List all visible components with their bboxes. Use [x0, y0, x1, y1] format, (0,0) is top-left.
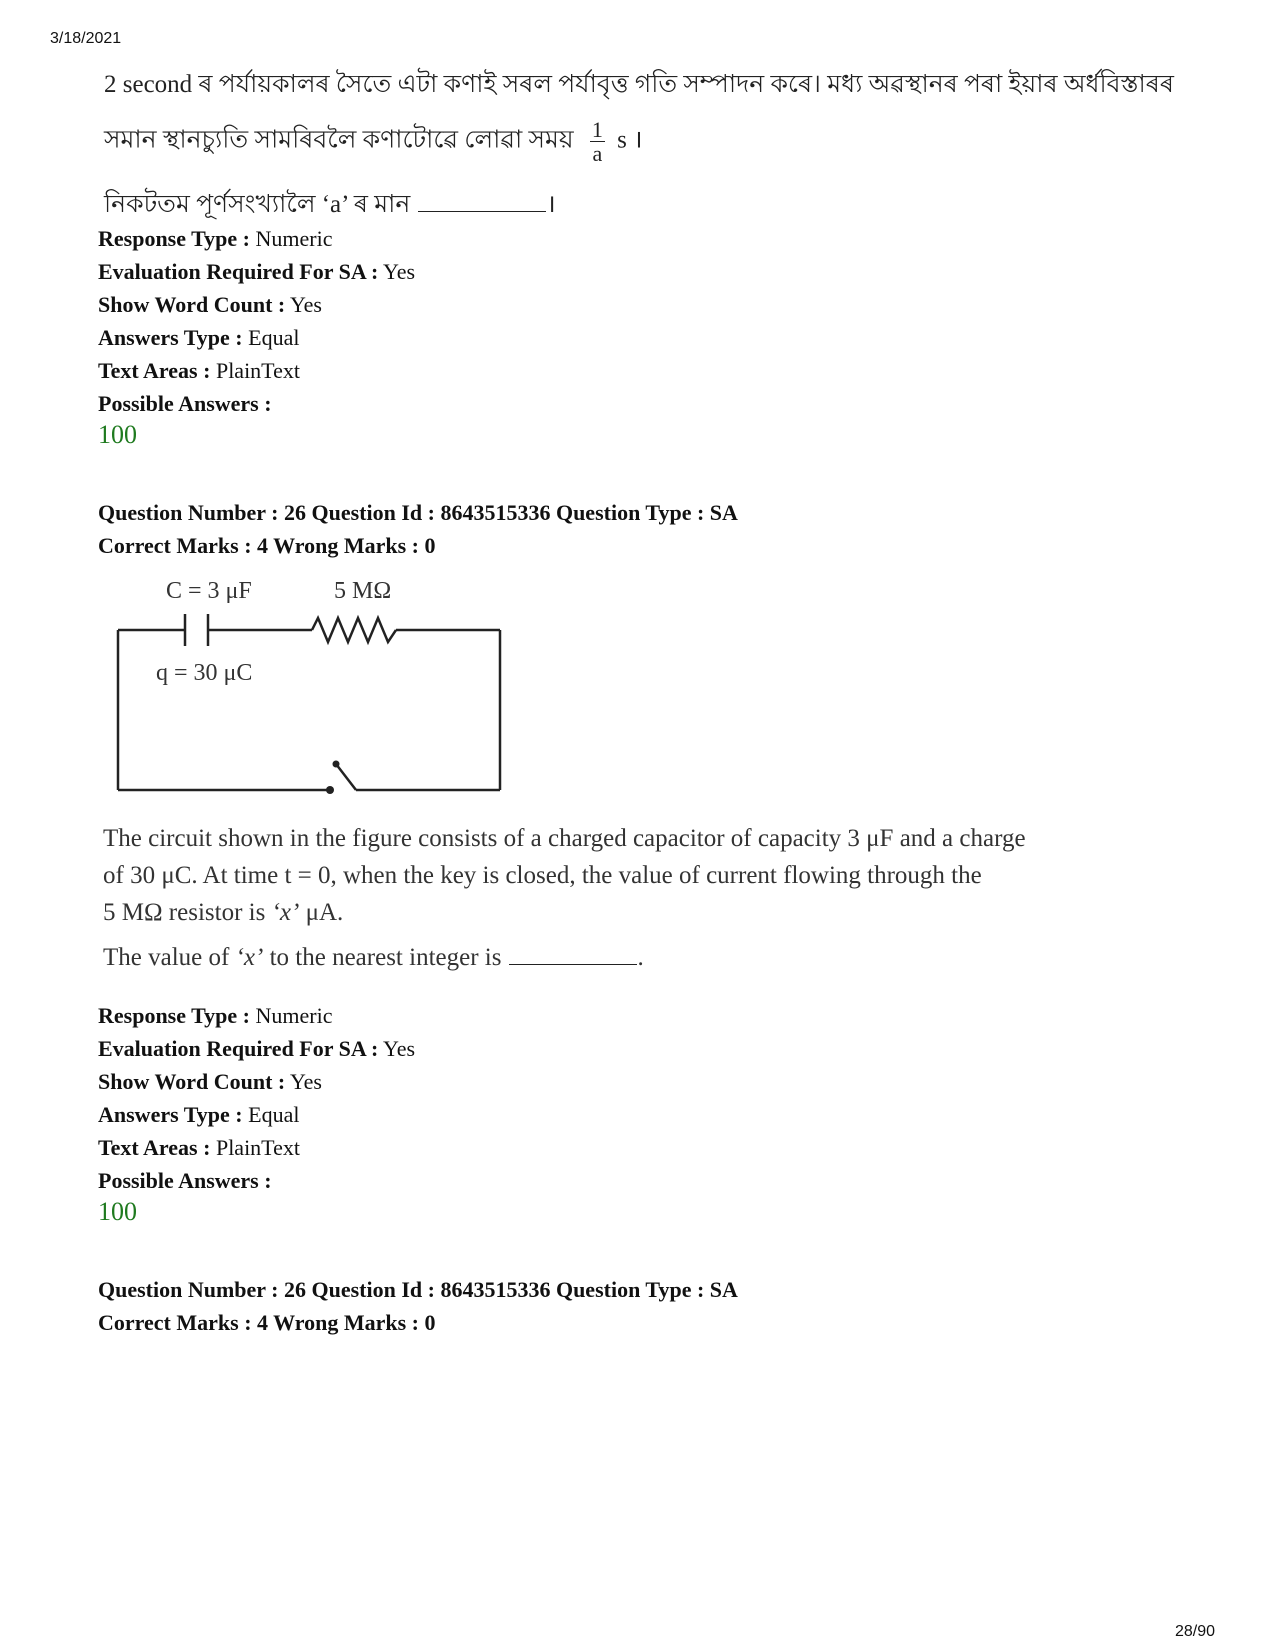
resistor-label: 5 MΩ: [334, 578, 392, 604]
print-date: 3/18/2021: [50, 30, 122, 47]
response-type-row: [98, 222, 415, 255]
question-text-line-4-b: to the nearest integer is: [263, 944, 502, 971]
prev-question-line-3-end: ।: [546, 191, 556, 218]
question-text-line-3: [103, 894, 1183, 931]
fraction-unit: s ।: [617, 126, 643, 154]
prev-question-line-2-text: সমান স্থানচ্যুতি সামৰিবলৈ কণাটোৱে লোৱা সময়: [104, 126, 574, 154]
question-meta-block-2: [98, 999, 415, 1197]
answers-type-row: [98, 1098, 415, 1131]
circuit-diagram: [100, 570, 530, 810]
answer-blank-2: [509, 944, 637, 965]
variable-x-2: ‘x’: [235, 944, 264, 971]
evaluation-row: [98, 1032, 415, 1065]
prev-question-line-3: [104, 184, 556, 227]
text-areas-label: Text Areas :: [98, 358, 211, 383]
answers-type-label: Answers Type :: [98, 325, 243, 350]
response-type-value: Numeric: [255, 226, 333, 251]
response-type-label: Response Type :: [98, 1003, 250, 1028]
question-text: [103, 820, 1183, 976]
question-text-line-4-a: The value of: [103, 944, 236, 971]
variable-x: ‘x’: [271, 899, 300, 926]
fraction: [590, 118, 605, 165]
question-header-line-2: Correct Marks : 4 Wrong Marks : 0: [98, 533, 436, 558]
text-areas-label: Text Areas :: [98, 1135, 211, 1160]
word-count-row: [98, 288, 415, 321]
possible-answer-2: 100: [98, 1197, 137, 1226]
possible-answers-label: Possible Answers :: [98, 391, 272, 416]
evaluation-row: [98, 255, 415, 288]
prev-question-line-2: [104, 118, 643, 165]
answers-type-label: Answers Type :: [98, 1102, 243, 1127]
response-type-row: [98, 999, 415, 1032]
question-header-line-1: Question Number : 26 Question Id : 8643515336 Question Type : SA: [98, 1277, 738, 1302]
question-header-line-1: Question Number : 26 Question Id : 8643515336 Question Type : SA: [98, 500, 738, 525]
possible-answer: 100: [98, 420, 137, 449]
switch-pivot: [333, 761, 340, 768]
switch-contact: [326, 786, 334, 794]
word-count-label: Show Word Count :: [98, 292, 286, 317]
word-count-label: Show Word Count :: [98, 1069, 286, 1094]
charge-label: q = 30 μC: [156, 660, 253, 686]
possible-answers-row: [98, 387, 415, 420]
page-number: 28/90: [1174, 1623, 1215, 1640]
question-text-line-3-a: 5 MΩ resistor is: [103, 899, 272, 926]
word-count-value: Yes: [289, 1069, 322, 1094]
question-meta-block: [98, 222, 415, 420]
capacitor-label: C = 3 μF: [166, 578, 252, 604]
switch-arm: [336, 764, 356, 790]
question-text-line-3-b: μA.: [299, 899, 344, 926]
question-header-line-2: Correct Marks : 4 Wrong Marks : 0: [98, 1310, 436, 1335]
word-count-row: [98, 1065, 415, 1098]
evaluation-value: Yes: [383, 1036, 416, 1061]
prev-question-line-1: 2 second ৰ পৰ্যায়কালৰ সৈতে এটা কণাই সৰল পৰ্যাবৃত্ত গতি সম্পাদন কৰে। মধ্য অৱস্থানৰ পৰা ইয়াৰ অৰ্ধবিস্তাৰৰ: [104, 71, 1174, 98]
question-header: [98, 496, 738, 562]
possible-answers-label: Possible Answers :: [98, 1168, 272, 1193]
question-text-line-1: The circuit shown in the figure consists of a charged capacitor of capacity 3 μF and a charge: [103, 825, 1026, 852]
answers-type-row: [98, 321, 415, 354]
question-text-line-4-end: .: [637, 944, 644, 971]
answers-type-value: Equal: [248, 1102, 300, 1127]
answer-blank: [418, 191, 546, 212]
fraction-numerator: 1: [591, 117, 603, 142]
text-areas-row: [98, 1131, 415, 1164]
resistor-zigzag: [312, 618, 396, 642]
question-text-line-2: of 30 μC. At time t = 0, when the key is closed, the value of current flowing through the: [103, 862, 982, 889]
fraction-denominator: a: [592, 141, 603, 167]
prev-question-line-3-text: নিকটতম পূৰ্ণসংখ্যালৈ ‘a’ ৰ মান: [104, 191, 411, 218]
possible-answers-row: [98, 1164, 415, 1197]
text-areas-value: PlainText: [215, 1135, 300, 1160]
text-areas-row: [98, 354, 415, 387]
word-count-value: Yes: [289, 292, 322, 317]
answers-type-value: Equal: [248, 325, 300, 350]
evaluation-label: Evaluation Required For SA :: [98, 1036, 379, 1061]
question-header-2: [98, 1273, 738, 1339]
response-type-label: Response Type :: [98, 226, 250, 251]
response-type-value: Numeric: [255, 1003, 333, 1028]
question-text-line-4: [103, 939, 1183, 976]
evaluation-label: Evaluation Required For SA :: [98, 259, 379, 284]
evaluation-value: Yes: [383, 259, 416, 284]
text-areas-value: PlainText: [215, 358, 300, 383]
